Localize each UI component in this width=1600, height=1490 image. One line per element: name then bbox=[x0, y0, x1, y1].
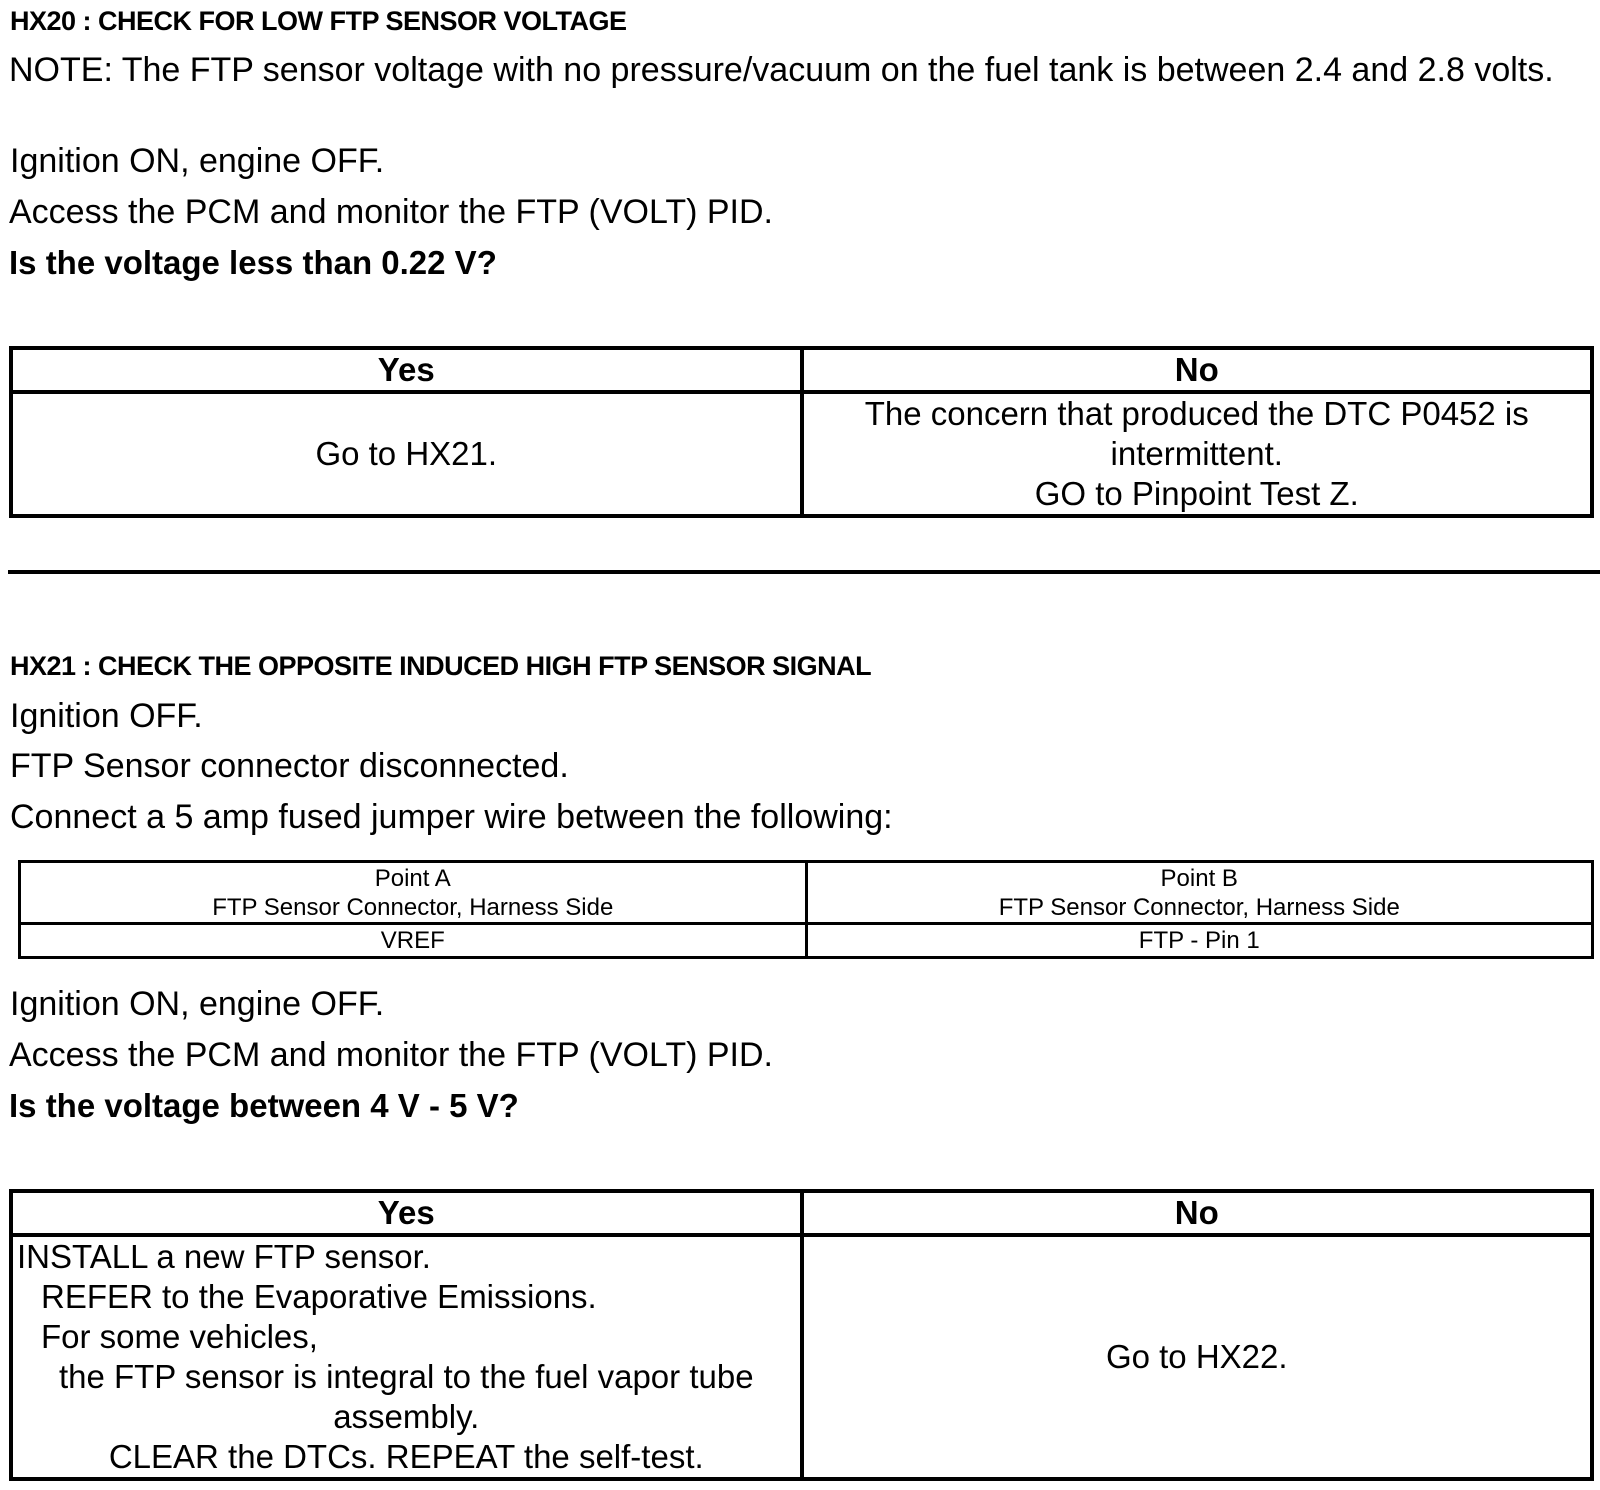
yes-no-table-hx21 bbox=[9, 1189, 1594, 1481]
point-b-value: FTP - Pin 1 bbox=[806, 924, 1593, 958]
point-a-label: Point A bbox=[374, 864, 451, 892]
section-title-hx20: HX20 : CHECK FOR LOW FTP SENSOR VOLTAGE bbox=[10, 6, 627, 36]
section-title-hx21: HX21 : CHECK THE OPPOSITE INDUCED HIGH FTP SENSOR SIGNAL bbox=[10, 651, 872, 681]
section-divider bbox=[8, 570, 1600, 574]
step-connector-disconnected: FTP Sensor connector disconnected. bbox=[10, 747, 569, 785]
point-a-value: VREF bbox=[20, 924, 807, 958]
yes-line-6: CLEAR the DTCs. REPEAT the self-test. bbox=[108, 1438, 704, 1475]
no-cell bbox=[802, 392, 1593, 516]
step-ignition-on-2: Ignition ON, engine OFF. bbox=[10, 985, 385, 1023]
step-ignition-off: Ignition OFF. bbox=[10, 697, 203, 735]
question-hx21: Is the voltage between 4 V - 5 V? bbox=[9, 1087, 519, 1124]
step-connect-jumper: Connect a 5 amp fused jumper wire between the following: bbox=[10, 798, 893, 836]
point-a-header bbox=[20, 862, 807, 924]
no-line-2: intermittent. bbox=[1110, 435, 1283, 472]
yes-no-table-hx20 bbox=[9, 346, 1594, 518]
point-b-sub: FTP Sensor Connector, Harness Side bbox=[998, 893, 1400, 921]
step-access-pcm: Access the PCM and monitor the FTP (VOLT) PID. bbox=[9, 193, 773, 231]
no-line-3: GO to Pinpoint Test Z. bbox=[1034, 475, 1359, 512]
note-text: NOTE: The FTP sensor voltage with no pressure/vacuum on the fuel tank is between 2.4 and 2.8 volts. bbox=[9, 51, 1554, 89]
yes-line-2: REFER to the Evaporative Emissions. bbox=[41, 1278, 597, 1315]
point-b-label: Point B bbox=[1160, 864, 1238, 892]
yes-line-1: INSTALL a new FTP sensor. bbox=[17, 1238, 431, 1275]
yes-header: Yes bbox=[11, 348, 802, 392]
point-b-header bbox=[806, 862, 1593, 924]
no-line-1: The concern that produced the DTC P0452 is bbox=[864, 395, 1529, 432]
no-header: No bbox=[802, 348, 1593, 392]
jumper-points-table bbox=[18, 860, 1594, 959]
no-cell-2: Go to HX22. bbox=[802, 1235, 1593, 1479]
no-header-2: No bbox=[802, 1191, 1593, 1235]
yes-header-2: Yes bbox=[11, 1191, 802, 1235]
yes-line-3: For some vehicles, bbox=[41, 1318, 318, 1355]
step-access-pcm-2: Access the PCM and monitor the FTP (VOLT) PID. bbox=[9, 1036, 773, 1074]
yes-line-4: the FTP sensor is integral to the fuel vapor tube bbox=[58, 1358, 754, 1395]
question-hx20: Is the voltage less than 0.22 V? bbox=[9, 244, 497, 281]
yes-cell: Go to HX21. bbox=[11, 392, 802, 516]
yes-cell-2 bbox=[11, 1235, 802, 1479]
step-ignition-on: Ignition ON, engine OFF. bbox=[10, 142, 385, 180]
yes-line-5: assembly. bbox=[333, 1398, 480, 1435]
point-a-sub: FTP Sensor Connector, Harness Side bbox=[212, 893, 614, 921]
